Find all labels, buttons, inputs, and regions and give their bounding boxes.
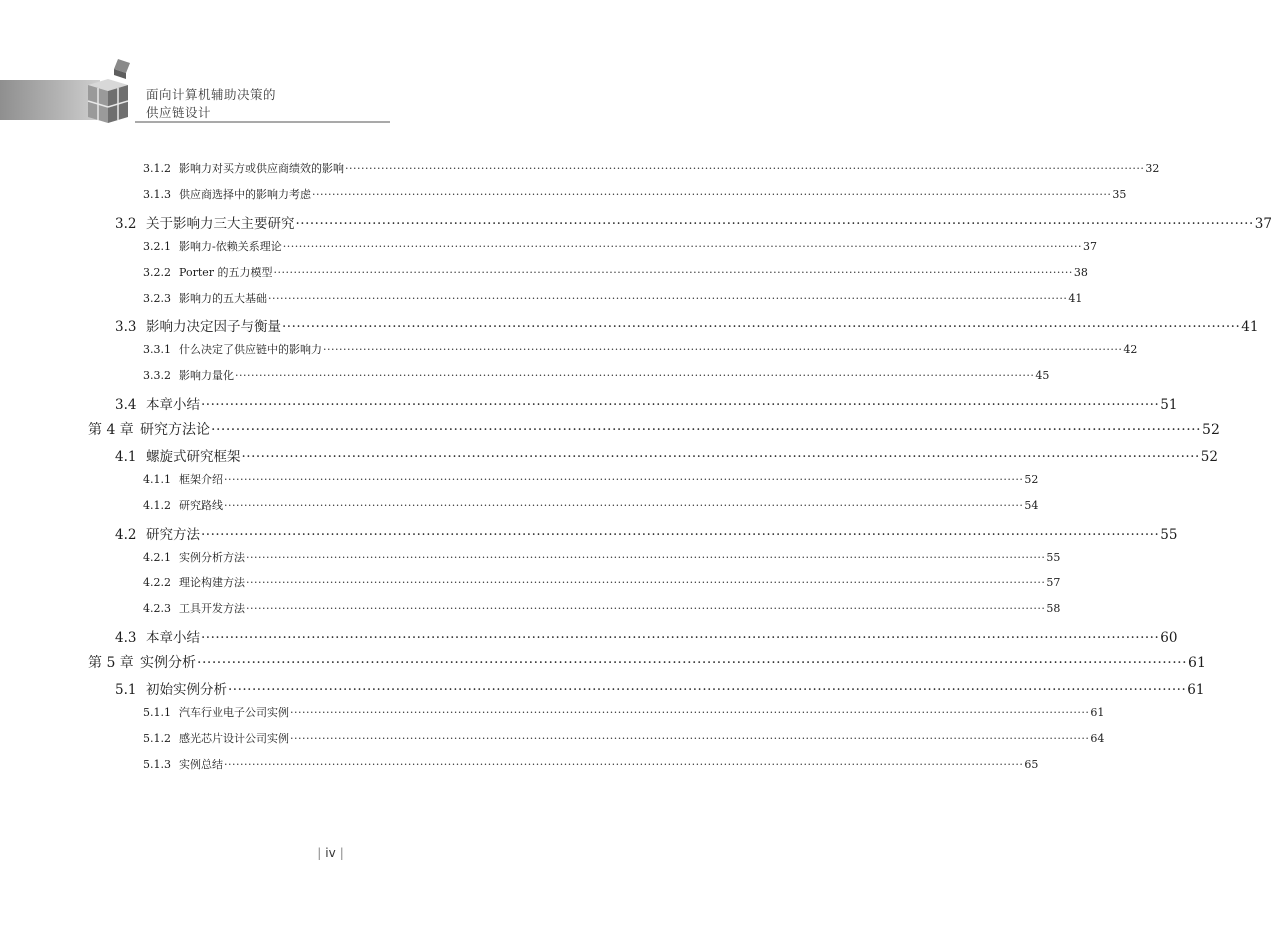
toc-entry-title: 实例分析方法 xyxy=(179,550,245,564)
toc-entry-page: 37 xyxy=(1254,215,1272,232)
toc-leader-dots: ········································································································································································································ xyxy=(246,550,1046,564)
toc-entry-page: 55 xyxy=(1160,526,1178,543)
toc-entry[interactable] xyxy=(0,523,1178,543)
toc-leader-dots: ········································································································································································································ xyxy=(197,655,1188,672)
toc-leader-dots: ········································································································································································································ xyxy=(246,576,1046,590)
toc-entry-number: 3.2.1 xyxy=(143,239,171,253)
toc-leader-dots: ········································································································································································································ xyxy=(290,731,1090,745)
toc-entry-number: 4.1.1 xyxy=(143,472,171,486)
toc-entry[interactable] xyxy=(0,626,1178,647)
toc-entry-title: 本章小结 xyxy=(146,397,200,414)
running-header xyxy=(0,0,661,135)
toc-entry-page: 41 xyxy=(1068,291,1083,305)
toc-entry-page: 42 xyxy=(1123,343,1138,357)
toc-entry-title: 影响力的五大基础 xyxy=(179,291,267,305)
toc-entry-page: 61 xyxy=(1187,682,1205,698)
toc-entry[interactable] xyxy=(0,574,1061,590)
toc-entry-page: 52 xyxy=(1024,472,1039,486)
toc-entry[interactable] xyxy=(0,393,1178,414)
toc-leader-dots: ········································································································································································································ xyxy=(312,187,1112,201)
toc-entry-number: 5.1.1 xyxy=(143,705,171,719)
toc-entry-title: 实例总结 xyxy=(179,757,223,771)
toc-leader-dots: ········································································································································································································ xyxy=(345,162,1145,175)
toc-entry-number: 5.1.2 xyxy=(143,731,171,745)
toc-entry-number: 第 4 章 xyxy=(88,422,134,438)
toc-leader-dots: ········································································································································································································ xyxy=(282,319,1241,336)
toc-leader-dots: ········································································································································································································ xyxy=(235,369,1035,383)
toc-entry[interactable] xyxy=(0,315,1259,336)
toc-entry-number: 4.2.3 xyxy=(143,602,171,616)
toc-entry-page: 64 xyxy=(1090,731,1105,745)
toc-entry-page: 58 xyxy=(1046,602,1061,616)
toc-entry-page: 45 xyxy=(1035,369,1050,383)
toc-leader-dots: ········································································································································································································ xyxy=(201,526,1160,543)
toc-entry-page: 55 xyxy=(1046,550,1061,564)
toc-entry[interactable] xyxy=(0,186,1127,202)
toc-entry[interactable] xyxy=(0,445,1218,465)
toc-entry-title: 螺旋式研究框架 xyxy=(146,448,241,465)
toc-leader-dots: ········································································································································································································ xyxy=(323,343,1123,357)
toc-entry-title: 研究方法 xyxy=(146,526,200,543)
toc-entry-number: 3.2.2 xyxy=(143,265,171,279)
toc-entry-number: 4.2.1 xyxy=(143,550,171,564)
toc-entry-title: 关于影响力三大主要研究 xyxy=(146,215,295,232)
toc-entry[interactable] xyxy=(0,497,1039,513)
toc-entry-title: 影响力-依赖关系理论 xyxy=(179,239,282,253)
toc-leader-dots: ········································································································································································································ xyxy=(228,682,1187,698)
toc-entry-number: 3.1.2 xyxy=(143,162,171,175)
toc-entry-page: 32 xyxy=(1145,162,1160,175)
toc-entry[interactable] xyxy=(0,238,1098,254)
toc-entry-title: 初始实例分析 xyxy=(146,682,227,698)
toc-entry-number: 3.3.2 xyxy=(143,369,171,383)
toc-entry-number: 3.3.1 xyxy=(143,343,171,357)
toc-entry-title: Porter 的五力模型 xyxy=(179,265,273,279)
toc-entry-title: 理论构建方法 xyxy=(179,576,245,590)
toc-entry[interactable] xyxy=(0,290,1083,306)
toc-entry-number: 4.1 xyxy=(115,448,137,465)
toc-leader-dots: ········································································································································································································ xyxy=(282,239,1083,253)
toc-entry[interactable] xyxy=(0,704,1105,720)
toc-entry-number: 4.2 xyxy=(115,526,137,543)
toc-leader-dots: ········································································································································································································ xyxy=(268,291,1068,305)
toc-leader-dots: ········································································································································································································ xyxy=(224,472,1024,486)
toc-leader-dots: ········································································································································································································ xyxy=(295,215,1254,232)
toc-entry[interactable] xyxy=(0,678,1205,698)
toc-entry-page: 65 xyxy=(1024,757,1039,771)
toc-entry-page: 52 xyxy=(1200,448,1218,465)
toc-entry[interactable] xyxy=(0,160,1160,176)
toc-entry[interactable] xyxy=(0,652,1206,672)
toc-entry-title: 影响力决定因子与衡量 xyxy=(146,319,281,336)
toc-entry-title: 汽车行业电子公司实例 xyxy=(179,705,289,719)
toc-entry-title: 本章小结 xyxy=(146,630,200,647)
toc-entry-title: 研究路线 xyxy=(179,498,223,512)
toc-entry-number: 3.4 xyxy=(115,397,137,414)
toc-entry-title: 实例分析 xyxy=(140,655,196,672)
toc-entry-number: 3.3 xyxy=(115,319,137,336)
toc-entry-number: 4.3 xyxy=(115,630,137,647)
toc-entry-page: 52 xyxy=(1202,422,1220,438)
toc-entry[interactable] xyxy=(0,730,1105,746)
page-number: iv xyxy=(325,846,336,860)
toc-entry-title: 什么决定了供应链中的影响力 xyxy=(179,343,322,357)
cube-logo-icon xyxy=(78,55,148,130)
toc-entry-page: 57 xyxy=(1046,576,1061,590)
toc-leader-dots: ········································································································································································································ xyxy=(201,630,1160,647)
toc-leader-dots: ········································································································································································································ xyxy=(224,498,1024,512)
toc-leader-dots: ········································································································································································································ xyxy=(224,757,1024,771)
toc-entry[interactable] xyxy=(0,264,1088,280)
toc-entry-number: 3.2.3 xyxy=(143,291,171,305)
toc-leader-dots: ········································································································································································································ xyxy=(241,448,1200,465)
toc-entry-title: 影响力对买方或供应商绩效的影响 xyxy=(179,162,344,175)
toc-entry-number: 4.1.2 xyxy=(143,498,171,512)
toc-entry[interactable] xyxy=(0,419,1220,439)
toc-entry-title: 框架介绍 xyxy=(179,472,223,486)
toc-entry[interactable] xyxy=(0,212,1272,232)
toc-entry-page: 41 xyxy=(1241,319,1259,336)
toc-entry-title: 研究方法论 xyxy=(140,422,210,438)
toc-entry-number: 3.1.3 xyxy=(143,187,171,201)
toc-leader-dots: ········································································································································································································ xyxy=(246,602,1046,616)
header-title-line1: 面向计算机辅助决策的 xyxy=(146,87,277,102)
toc-entry-page: 54 xyxy=(1024,498,1039,512)
toc-entry-title: 影响力量化 xyxy=(179,369,234,383)
toc-entry-page: 61 xyxy=(1090,705,1105,719)
toc-entry-title: 工具开发方法 xyxy=(179,602,245,616)
toc-leader-dots: ········································································································································································································ xyxy=(201,397,1160,414)
header-title-line2: 供应链设计 xyxy=(146,105,212,120)
toc-entry[interactable] xyxy=(0,600,1061,616)
toc-entry-page: 61 xyxy=(1188,655,1206,672)
toc-leader-dots: ········································································································································································································ xyxy=(273,265,1073,279)
toc-entry[interactable] xyxy=(0,756,1039,772)
header-rule xyxy=(135,121,390,123)
toc-entry-page: 38 xyxy=(1073,265,1088,279)
toc-entry-number: 5.1.3 xyxy=(143,757,171,771)
page-footer: | iv | xyxy=(317,846,344,860)
toc-entry[interactable] xyxy=(0,471,1039,487)
toc-entry-title: 感光芯片设计公司实例 xyxy=(179,731,289,745)
toc-leader-dots: ········································································································································································································ xyxy=(290,705,1090,719)
toc-entry-page: 35 xyxy=(1112,187,1127,201)
toc-entry-page: 60 xyxy=(1160,630,1178,647)
toc-entry-page: 37 xyxy=(1083,239,1098,253)
toc-entry-number: 4.2.2 xyxy=(143,576,171,590)
toc-leader-dots: ········································································································································································································ xyxy=(211,422,1202,438)
toc-entry[interactable] xyxy=(0,367,1050,383)
toc-entry-title: 供应商选择中的影响力考虑 xyxy=(179,187,311,201)
toc-entry-number: 5.1 xyxy=(115,682,137,698)
toc-entry[interactable] xyxy=(0,341,1138,357)
toc-entry[interactable] xyxy=(0,549,1061,565)
toc-entry-number: 第 5 章 xyxy=(88,655,134,672)
toc-entry-page: 51 xyxy=(1160,397,1178,414)
toc-entry-number: 3.2 xyxy=(115,215,137,232)
